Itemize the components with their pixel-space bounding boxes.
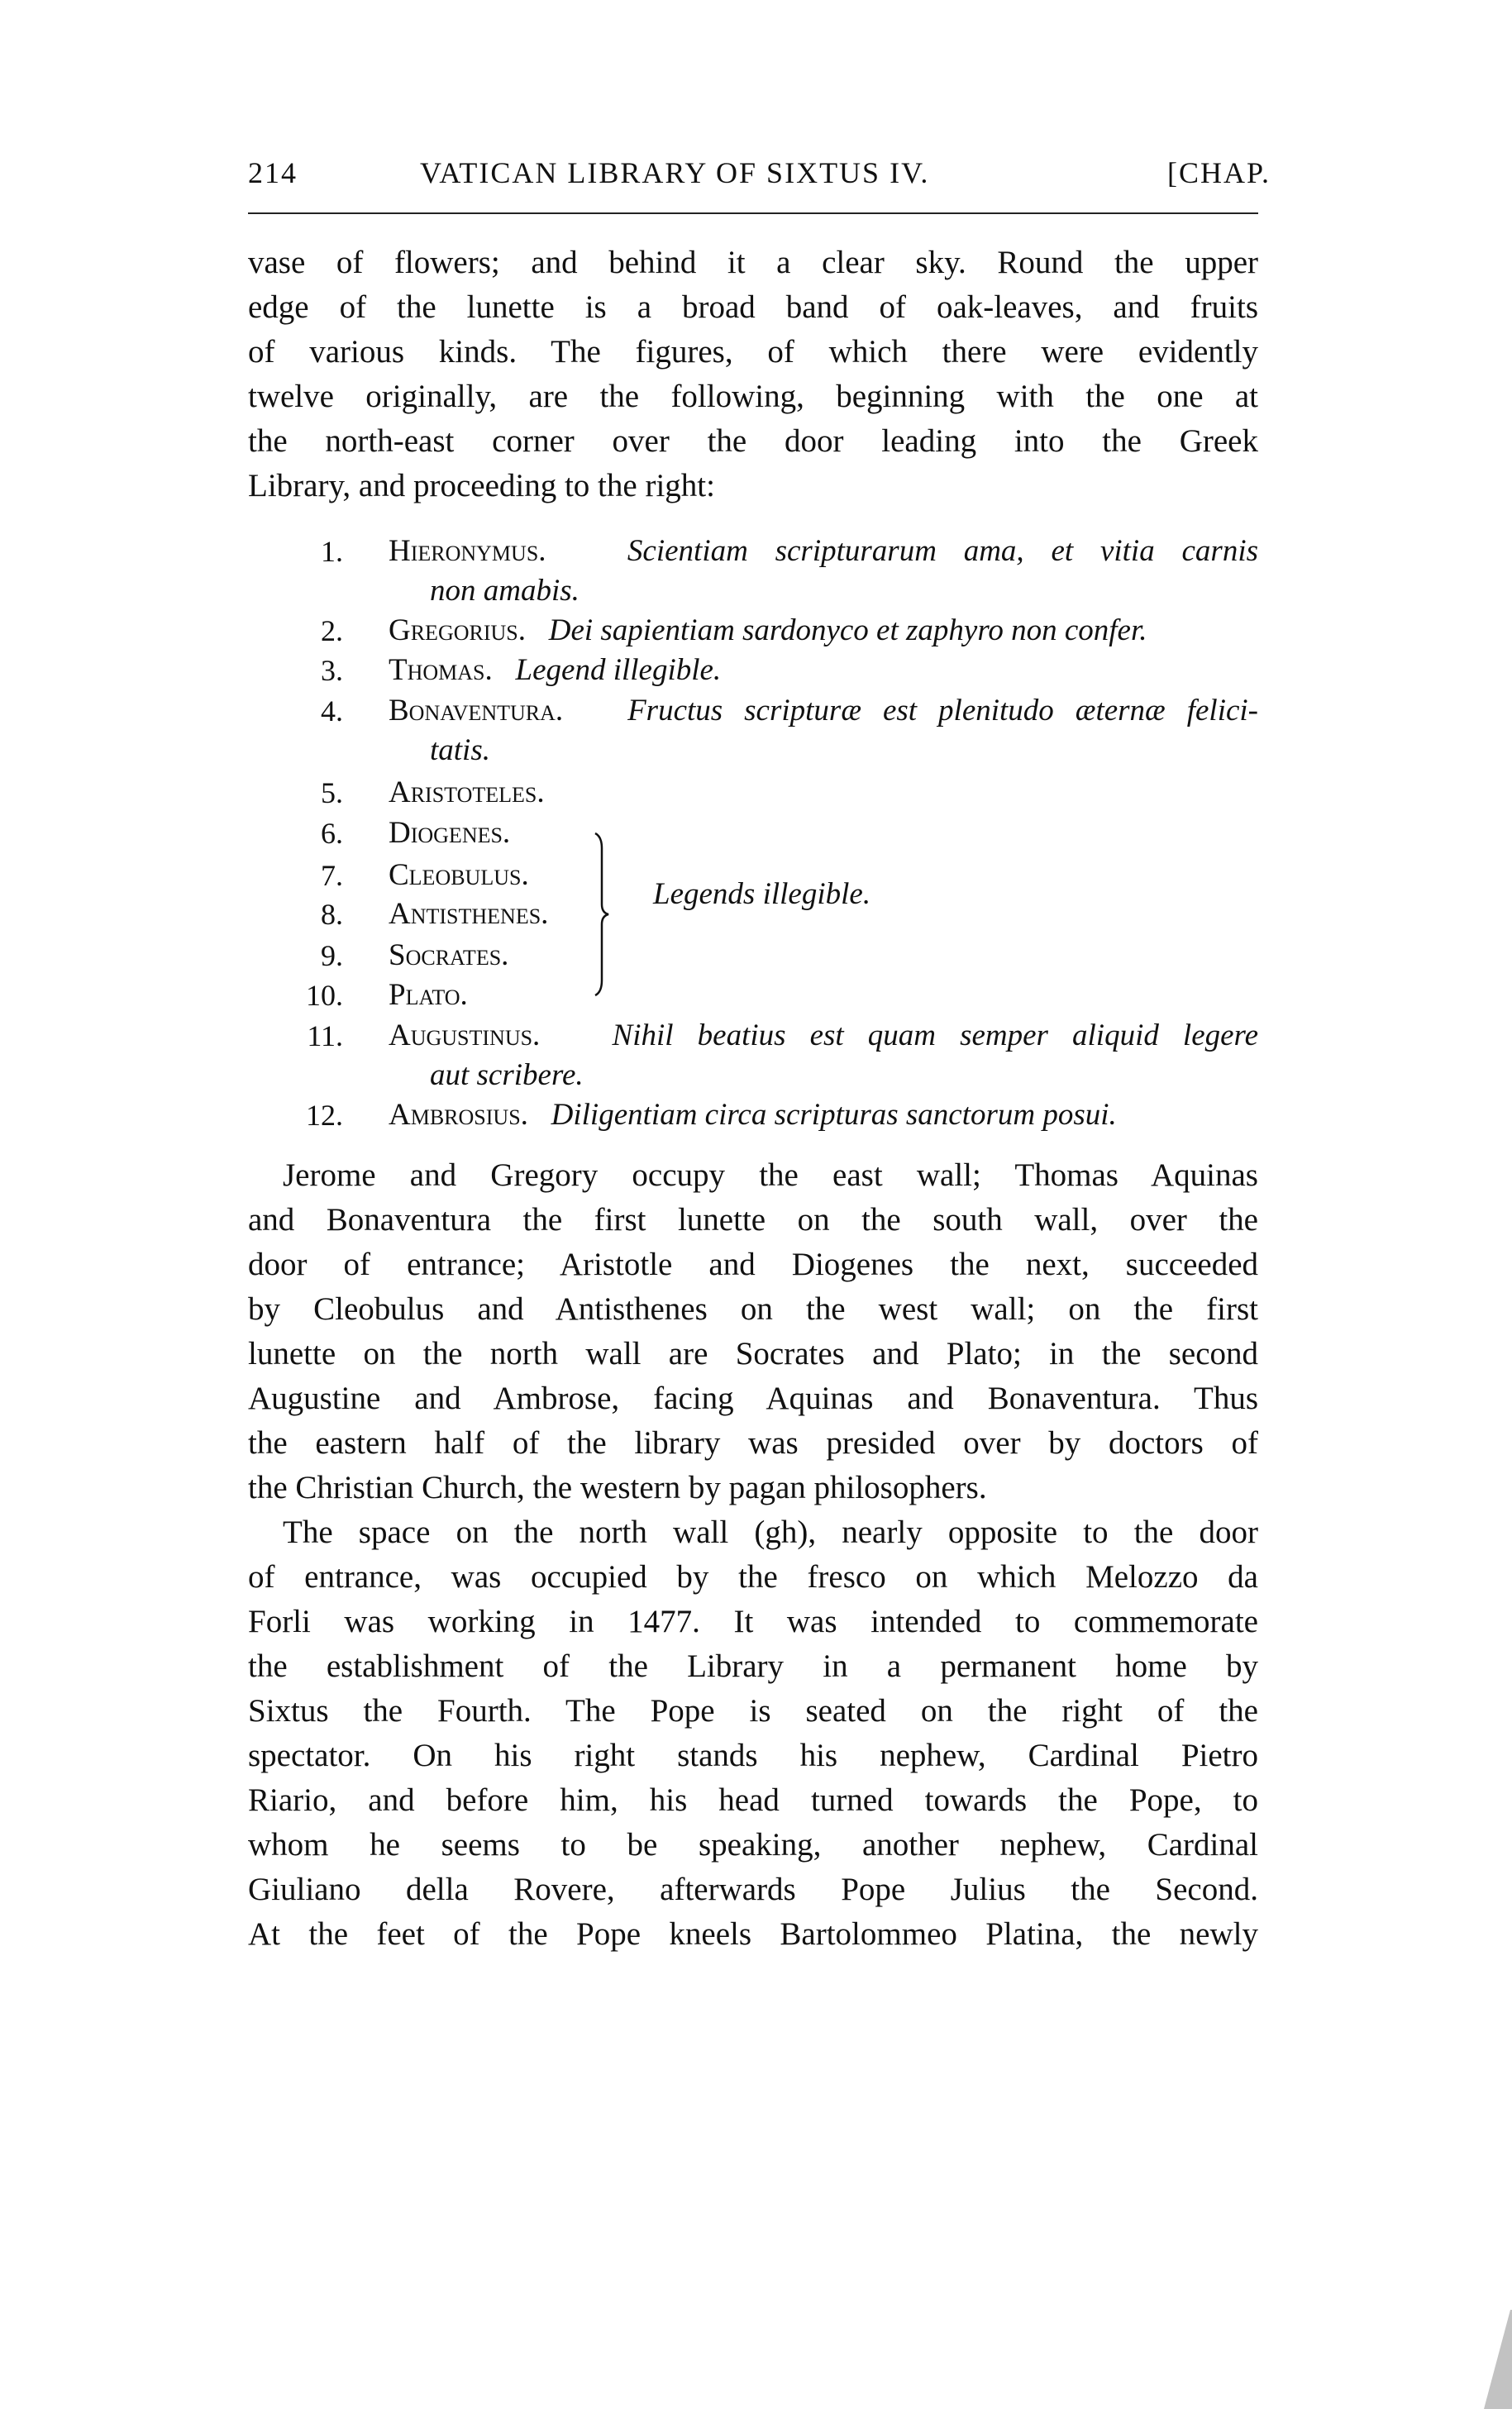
list-item xyxy=(389,1093,1258,1138)
figure-name: Antisthenes. xyxy=(389,897,549,931)
text-line: Sixtus the Fourth. The Pope is seated on the right of the xyxy=(248,1693,1258,1729)
figure-legend-continued: tatis. xyxy=(430,733,490,767)
text-line: spectator. On his right stands his nephew, Cardinal Pietro xyxy=(248,1738,1258,1773)
text-line: The space on the north wall (gh), nearly opposite to the door xyxy=(283,1515,1258,1550)
text-line: of various kinds. The figures, of which there were evidently xyxy=(248,334,1258,370)
text-line: Augustine and Ambrose, facing Aquinas and Bonaventura. Thus xyxy=(248,1381,1258,1416)
text-line: Giuliano della Rovere, afterwards Pope Julius the Second. xyxy=(248,1872,1258,1907)
list-item xyxy=(389,811,1258,856)
text-line: and Bonaventura the first lunette on the south wall, over the xyxy=(248,1202,1258,1238)
figure-name: Cleobulus. xyxy=(389,858,529,892)
text-line: the north-east corner over the door leading into the Greek xyxy=(248,423,1258,459)
text-line: door of entrance; Aristotle and Diogenes the next, succeeded xyxy=(248,1247,1258,1282)
list-number: 8. xyxy=(321,898,343,931)
list-number: 2. xyxy=(321,614,343,647)
list-item xyxy=(389,973,1258,1018)
text-line: whom he seems to be speaking, another nephew, Cardinal xyxy=(248,1827,1258,1863)
list-item xyxy=(389,770,1258,815)
figure-name: Socrates. xyxy=(389,938,509,972)
figure-legend: Scientiam scripturarum ama, et vitia carnis xyxy=(627,534,1259,568)
scan-edge-artifact xyxy=(1482,2310,1512,2409)
figure-name: Gregorius. xyxy=(389,613,526,647)
figure-legend-continued: non amabis. xyxy=(430,574,580,608)
figure-name: Hieronymus. xyxy=(389,534,546,568)
list-item xyxy=(389,648,1258,693)
text-line: Forli was working in 1477. It was intended to commemorate xyxy=(248,1604,1258,1639)
figure-legend: Nihil beatius est quam semper aliquid legere xyxy=(612,1018,1259,1052)
list-number: 9. xyxy=(321,939,343,972)
list-number: 5. xyxy=(321,776,343,809)
text-line: by Cleobulus and Antisthenes on the west wall; on the first xyxy=(248,1291,1258,1327)
text-line: of entrance, was occupied by the fresco on which Melozzo da xyxy=(248,1559,1258,1595)
figure-name: Aristoteles. xyxy=(389,775,545,809)
list-item xyxy=(389,1014,1258,1058)
text-line: the Christian Church, the western by pagan philosophers. xyxy=(248,1470,987,1505)
list-number: 10. xyxy=(306,979,343,1012)
list-number: 6. xyxy=(321,817,343,850)
figure-legend: Dei sapientiam sardonyco et zaphyro non confer. xyxy=(548,613,1147,647)
list-item xyxy=(389,608,1258,653)
text-line: twelve originally, are the following, beginning with the one at xyxy=(248,379,1258,414)
figure-name: Ambrosius. xyxy=(389,1098,528,1132)
figure-legend: Legend illegible. xyxy=(515,653,722,687)
figure-name: Augustinus. xyxy=(389,1018,541,1052)
text-line: the establishment of the Library in a permanent home by xyxy=(248,1648,1258,1684)
figure-name: Bonaventura. xyxy=(389,694,564,727)
text-line: the eastern half of the library was presided over by doctors of xyxy=(248,1425,1258,1461)
list-number: 12. xyxy=(306,1099,343,1132)
figure-name: Thomas. xyxy=(389,653,493,687)
figure-legend: Fructus scripturæ est plenitudo æternæ felici- xyxy=(627,694,1259,727)
figure-name: Plato. xyxy=(389,978,468,1012)
group-legend: Legends illegible. xyxy=(653,877,871,911)
text-line: Library, and proceeding to the right: xyxy=(248,468,715,503)
header-rule xyxy=(248,212,1258,214)
list-number: 3. xyxy=(321,654,343,687)
page-number: 214 xyxy=(248,156,298,189)
list-number: 7. xyxy=(321,859,343,892)
chapter-mark: [CHAP. xyxy=(1167,156,1271,189)
text-line: lunette on the north wall are Socrates and Plato; in the second xyxy=(248,1336,1258,1371)
text-line: At the feet of the Pope kneels Bartolommeo Platina, the newly xyxy=(248,1916,1258,1952)
text-line: edge of the lunette is a broad band of oak-leaves, and fruits xyxy=(248,289,1258,325)
right-brace-icon xyxy=(594,832,612,997)
list-item xyxy=(389,933,1258,978)
list-number: 1. xyxy=(321,535,343,568)
list-item xyxy=(389,529,1258,574)
list-number: 11. xyxy=(307,1019,343,1052)
running-title: VATICAN LIBRARY OF SIXTUS IV. xyxy=(420,156,930,189)
figure-legend: Diligentiam circa scripturas sanctorum posui. xyxy=(551,1098,1117,1132)
list-item xyxy=(389,689,1258,733)
text-line: Jerome and Gregory occupy the east wall; Thomas Aquinas xyxy=(283,1157,1258,1193)
figure-name: Diogenes. xyxy=(389,816,511,850)
figure-legend-continued: aut scribere. xyxy=(430,1058,584,1092)
text-line: Riario, and before him, his head turned towards the Pope, to xyxy=(248,1782,1258,1818)
text-line: vase of flowers; and behind it a clear sky. Round the upper xyxy=(248,245,1258,280)
list-number: 4. xyxy=(321,694,343,727)
